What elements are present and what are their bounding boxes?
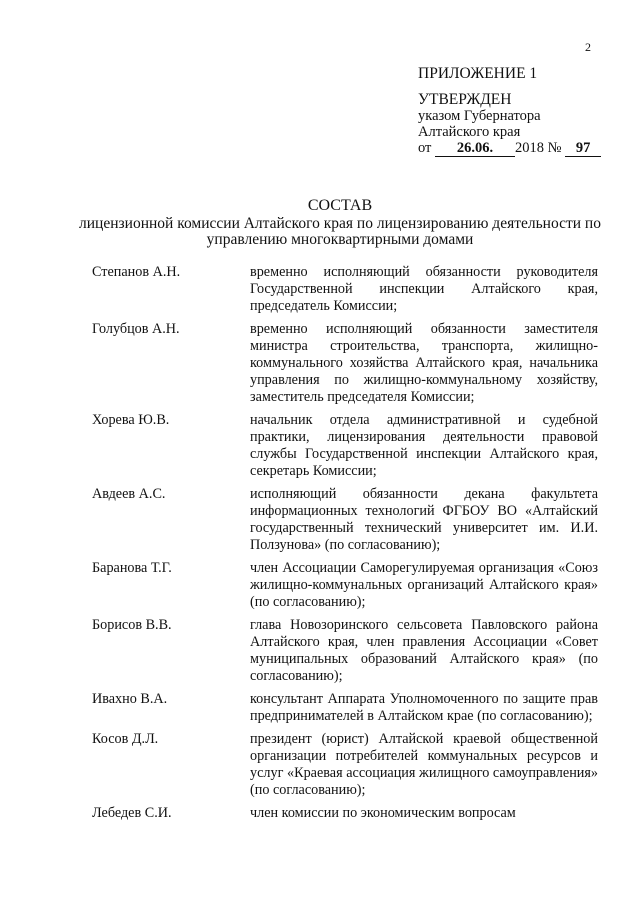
page-number: 2	[585, 40, 591, 54]
member-row	[92, 805, 598, 822]
member-row	[92, 412, 598, 480]
member-row	[92, 560, 598, 611]
member-name: Хорева Ю.В.	[92, 412, 170, 428]
member-row	[92, 731, 598, 799]
member-row	[92, 691, 598, 725]
members-list	[92, 264, 598, 828]
member-role: член комиссии по экономическим вопросам	[250, 805, 516, 821]
member-row	[92, 617, 598, 685]
approval-block	[418, 66, 601, 157]
approved-label: УТВЕРЖДЕН	[418, 91, 512, 108]
decree-date: 26.06.	[435, 140, 515, 157]
heading-title: СОСТАВ	[307, 197, 373, 214]
member-role: глава Новозоринского сельсовета Павловского района Алтайского края, член правления Ассоциации «Совет муниципальных образований Алтайского края» (по согласованию);	[250, 617, 598, 684]
heading-subtitle: лицензионной комиссии Алтайского края по лицензированию деятельности по управлению многоквартирными домами	[79, 215, 601, 248]
date-prefix: от	[418, 140, 432, 156]
member-role: консультант Аппарата Уполномоченного по защите прав предпринимателей в Алтайском крае (по согласованию);	[250, 691, 598, 724]
member-role: начальник отдела административной и судебной практики, лицензирования деятельности правовой службы Государственной инспекции Алтайского края, секретарь Комиссии;	[250, 412, 598, 479]
member-name: Лебедев С.И.	[92, 805, 172, 821]
member-name: Голубцов А.Н.	[92, 321, 180, 337]
member-name: Степанов А.Н.	[92, 264, 181, 280]
member-row	[92, 264, 598, 315]
decree-date-line	[418, 140, 601, 157]
member-row	[92, 486, 598, 554]
appendix-label: ПРИЛОЖЕНИЕ 1	[418, 65, 538, 82]
member-name: Ивахно В.А.	[92, 691, 168, 707]
decree-year: 2018 №	[515, 140, 562, 156]
approved-by-line-1: указом Губернатора	[418, 108, 541, 124]
member-name: Авдеев А.С.	[92, 486, 166, 502]
approved-by-line-2: Алтайского края	[418, 124, 521, 140]
member-role: временно исполняющий обязанности руководителя Государственной инспекции Алтайского края, председатель Комиссии;	[250, 264, 598, 314]
member-role: исполняющий обязанности декана факультета информационных технологий ФГБОУ ВО «Алтайский государственный технический университет им. И.И. Ползунова» (по согласованию);	[250, 486, 598, 553]
document-heading	[60, 198, 620, 248]
member-role: временно исполняющий обязанности заместителя министра строительства, транспорта, жилищно-коммунального хозяйства Алтайского края, начальника управления по жилищно-коммунальному хозяйству, заместитель председателя Комиссии;	[250, 321, 598, 405]
member-name: Баранова Т.Г.	[92, 560, 172, 576]
member-name: Борисов В.В.	[92, 617, 172, 633]
member-name: Косов Д.Л.	[92, 731, 159, 747]
decree-number: 97	[565, 140, 601, 157]
member-role: член Ассоциации Саморегулируемая организация «Союз жилищно-коммунальных организаций Алтайского края» (по согласованию);	[250, 560, 598, 610]
member-role: президент (юрист) Алтайской краевой общественной организации потребителей коммунальных ресурсов и услуг «Краевая ассоциация жилищного самоуправления» (по согласованию);	[250, 731, 598, 798]
member-row	[92, 321, 598, 406]
